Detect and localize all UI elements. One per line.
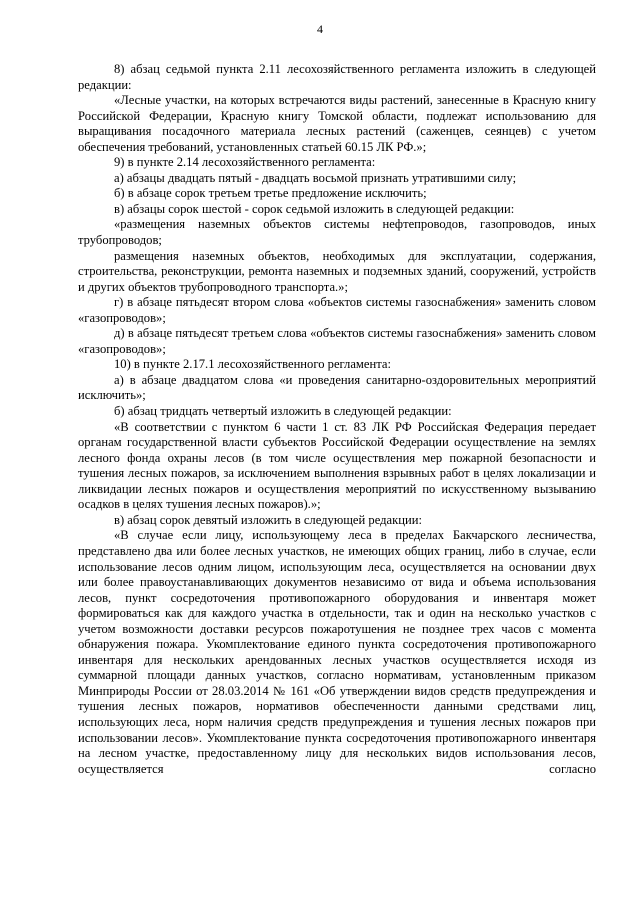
paragraph-item-9: 9) в пункте 2.14 лесохозяйственного регламента: (114, 155, 376, 170)
paragraph-item-9a: а) абзацы двадцать пятый - двадцать восьмой признать утратившими силу; (114, 170, 517, 185)
paragraph-item-10: 10) в пункте 2.17.1 лесохозяйственного регламента: (114, 357, 391, 372)
document-body (78, 62, 596, 777)
paragraph-quote-fire-equipment: «В случае если лицу, использующему леса в пределах Бакчарского лесничества, представлено два или более лесных участков, не имеющих общих границ, либо в случае, если использование лесов одним лицом, использующим леса, осуществляется на основании двух или более правоустанавливающих документов независимо от вида и объема использования лесов, пункт сосредоточения противопожарного оборудования и инвентаря может формироваться как для каждого участка в отдельности, так и один на несколько участков с учетом возможности доставки ресурсов пожаротушения не позднее трех часов с момента обнаружения пожара. Укомплектование единого пункта сосредоточения противопожарного инвентаря для нескольких арендованных лесных участков осуществляется исходя из суммарной площади данных участков, согласно нормативам, установленным приказом Минприроды России от 28.03.2014 № 161 «Об утверждении видов средств предупреждения и тушения лесных пожаров, нормативов обеспеченности данными средствами лиц, использующих леса, норм наличия средств предупреждения и тушения лесных пожаров при использовании лесов». Укомплектование пункта сосредоточения противопожарного инвентаря на лесном участке, предоставленному лицу для нескольких видов использования лесов, осуществляется согласно (78, 528, 596, 776)
paragraph-item-10b: б) абзац тридцать четвертый изложить в следующей редакции: (114, 404, 452, 419)
page-number: 4 (317, 22, 323, 36)
paragraph-item-9d: д) в абзаце пятьдесят третьем слова «объектов системы газоснабжения» заменить словом «газопроводов»; (78, 326, 596, 356)
paragraph-quote-ground-objects: размещения наземных объектов, необходимых для эксплуатации, содержания, строительства, реконструкции, ремонта наземных и подземных зданий, сооружений, устройств и других объектов трубопроводного транспорта.»; (78, 248, 596, 294)
paragraph-item-9g: г) в абзаце пятьдесят втором слова «объектов системы газоснабжения» заменить словом «газопроводов»; (78, 295, 596, 325)
paragraph-item-9b: б) в абзаце сорок третьем третье предложение исключить; (114, 186, 427, 201)
paragraph-item-9v: в) абзацы сорок шестой - сорок седьмой изложить в следующей редакции: (114, 201, 515, 216)
paragraph-quote-article-83: «В соответствии с пунктом 6 части 1 ст. 83 ЛК РФ Российская Федерация передает органам государственной власти субъектов Российской Федерации осуществление на землях лесного фонда охраны лесов (в том числе осуществления мер пожарной безопасности и тушения лесных пожаров, за исключением выполнения взрывных работ в целях локализации и ликвидации лесных пожаров и осуществления мероприятий по искусственному вызыванию осадков в целях тушения лесных пожаров).»; (78, 419, 596, 512)
paragraph-quote-red-book: «Лесные участки, на которых встречаются виды растений, занесенные в Красную книгу Российской Федерации, Красную книгу Томской области, подлежат использованию для выращивания посадочного материала лесных растений (саженцев, сеянцев) с учетом обеспечения требований, установленных статьей 60.15 ЛК РФ.»; (78, 93, 596, 154)
paragraph-item-10v: в) абзац сорок девятый изложить в следующей редакции: (114, 512, 422, 527)
paragraph-item-8: 8) абзац седьмой пункта 2.11 лесохозяйственного регламента изложить в следующей редакции: (78, 62, 596, 92)
paragraph-item-10a: а) в абзаце двадцатом слова «и проведения санитарно-оздоровительных мероприятий исключить»; (78, 372, 596, 403)
paragraph-quote-pipelines: «размещения наземных объектов системы нефтепроводов, газопроводов, иных трубопроводов; (78, 217, 596, 248)
